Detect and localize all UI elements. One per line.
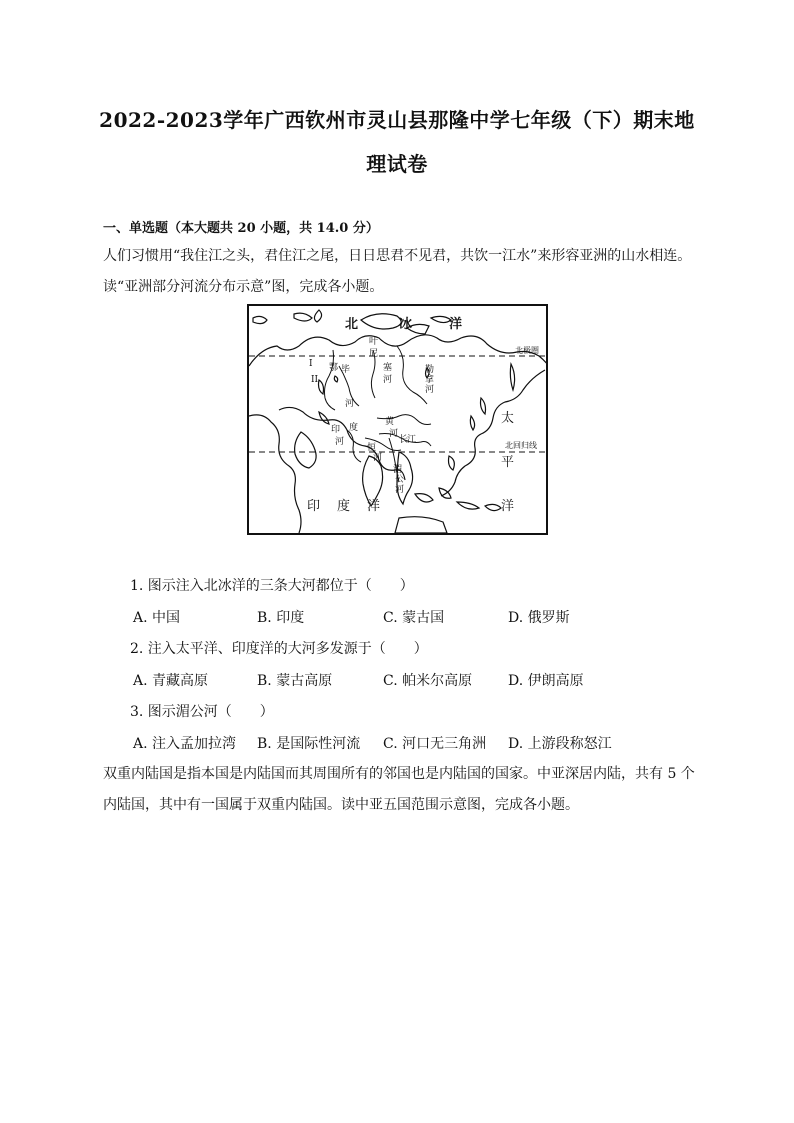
q1-option-b[interactable]: B. 印度 [257, 610, 305, 626]
q3-option-b[interactable]: B. 是国际性河流 [257, 736, 361, 752]
q1-option-a[interactable]: A. 中国 [133, 610, 181, 626]
q3-option-c[interactable]: C. 河口无三角洲 [383, 736, 487, 752]
map-label-yellow-1: 黄 [385, 417, 395, 427]
map-label-lena-2: 拿 [425, 375, 435, 385]
map-label-arctic-2: 冰 [399, 317, 413, 332]
map-label-ganges-1: 恒 [367, 443, 377, 453]
q3-option-a[interactable]: A. 注入孟加拉湾 [133, 736, 237, 752]
map-label-yellow-2: 河 [389, 429, 399, 439]
map-label-indus-2: 度 [349, 423, 359, 433]
second-paragraph: 双重内陆国是指本国是内陆国而其周围所有的邻国也是内陆国的国家。中亚深居内陆，共有 5 个内陆国，其中有一国属于双重内陆国。读中亚五国范围示意图，完成各小题。 [103, 766, 695, 813]
map-label-lena-1: 勒 [425, 365, 435, 375]
q2-option-c[interactable]: C. 帕米尔高原 [383, 673, 473, 689]
map-label-pacific-1: 太 [501, 411, 515, 426]
map-label-arctic-circle: 北极圈 [515, 346, 539, 355]
q2-option-d[interactable]: D. 伊朗高原 [508, 673, 584, 689]
map-label-arctic-3: 洋 [449, 317, 463, 332]
map-label-mekong-2: 公 [395, 475, 405, 485]
map-label-yenisei-1: 叶 [369, 337, 379, 347]
asia-rivers-map [247, 304, 548, 535]
question-3-stem: 3. 图示湄公河（ ） [130, 704, 274, 720]
map-label-mekong-3: 河 [395, 485, 405, 495]
q3-option-d[interactable]: D. 上游段称怒江 [508, 736, 612, 752]
map-label-yangtze-1: 长 [399, 435, 409, 445]
map-label-indus-3: 河 [335, 437, 345, 447]
map-marker-II: II [311, 375, 319, 385]
map-label-ganges-2: 河 [373, 453, 383, 463]
map-label-arctic-1: 北 [345, 317, 359, 332]
exam-title-line1: 2022-2023学年广西钦州市灵山县那隆中学七年级（下）期末地 [99, 108, 695, 132]
q2-option-b[interactable]: B. 蒙古高原 [257, 673, 333, 689]
map-label-yenisei-3: 塞 [383, 363, 393, 373]
map-marker-I: I [309, 359, 313, 369]
map-label-ob-1: 鄂 [329, 363, 339, 373]
map-label-pacific-2: 平 [501, 455, 515, 470]
q2-option-a[interactable]: A. 青藏高原 [133, 673, 209, 689]
section-heading: 一、单选题（本大题共 20 小题，共 14.0 分） [103, 221, 379, 236]
map-label-yenisei-2: 尼 [369, 349, 379, 359]
map-label-mekong-1: 湄 [393, 465, 403, 475]
exam-title-line2: 理试卷 [366, 152, 428, 176]
map-label-indian-3: 洋 [367, 499, 381, 514]
map-label-indian-1: 印 [307, 499, 321, 514]
question-2-stem: 2. 注入太平洋、印度洋的大河多发源于（ ） [130, 641, 428, 657]
map-label-pacific-3: 洋 [501, 499, 515, 514]
map-label-yangtze-2: 江 [407, 435, 417, 445]
map-label-tropic: 北回归线 [505, 441, 537, 450]
q1-option-c[interactable]: C. 蒙古国 [383, 610, 445, 626]
map-label-ob-3: 河 [345, 399, 355, 409]
map-label-yenisei-4: 河 [383, 375, 393, 385]
map-drawing [249, 306, 546, 533]
question-1-stem: 1. 图示注入北冰洋的三条大河都位于（ ） [130, 578, 414, 594]
map-label-indian-2: 度 [337, 499, 351, 514]
map-label-ob-2: 毕 [341, 365, 351, 375]
q1-option-d[interactable]: D. 俄罗斯 [508, 610, 570, 626]
map-label-indus-1: 印 [331, 425, 341, 435]
map-label-lena-3: 河 [425, 385, 435, 395]
intro-paragraph: 人们习惯用“我住江之头，君住江之尾，日日思君不见君，共饮一江水”来形容亚洲的山水相连。读“亚洲部分河流分布示意”图，完成各小题。 [103, 248, 692, 295]
